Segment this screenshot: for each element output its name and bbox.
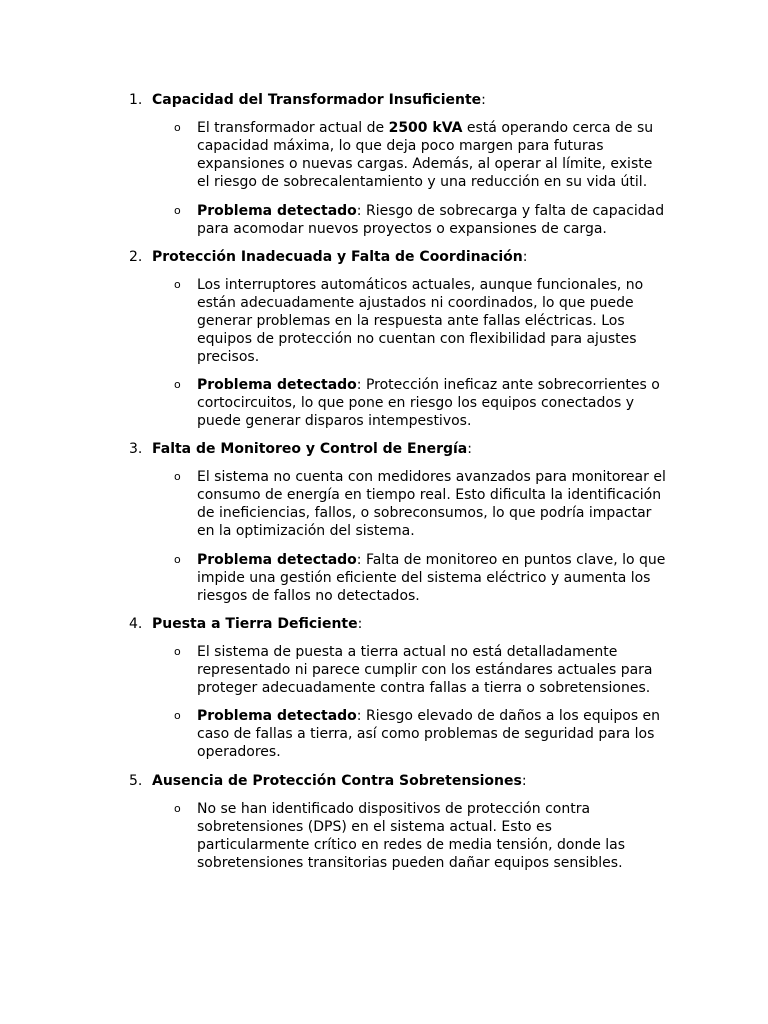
heading-title: Falta de Monitoreo y Control de Energía [152, 441, 468, 457]
heading-suffix: : [522, 249, 528, 265]
bullet-text [197, 800, 667, 872]
bullet-marker: o [174, 709, 181, 722]
bullet-text [197, 468, 667, 540]
bullet-pre: El sistema de puesta a tierra actual no está detalladamente representado ni parece cumplir con los estándares actuales para proteger adecuadamente contra fallas a tierra o sobretensiones. [197, 644, 653, 696]
bullet-marker: o [174, 204, 181, 217]
bullet-post: : Riesgo elevado de daños a los equipos en caso de fallas a tierra, así como problemas de seguridad para los operadores. [197, 708, 661, 760]
heading-suffix: : [357, 616, 363, 632]
list-heading [152, 440, 472, 458]
bullet-marker: o [174, 378, 181, 391]
list-number: 4. [129, 616, 143, 632]
heading-suffix: : [467, 441, 472, 457]
bullet-text [197, 202, 667, 238]
bullet-marker: o [174, 278, 181, 291]
list-heading [152, 615, 362, 633]
list-number: 3. [129, 441, 143, 457]
bullet-bold: Problema detectado [197, 708, 357, 724]
list-number: 5. [129, 773, 143, 789]
bullet-text [197, 276, 667, 366]
bullet-post: : Riesgo de sobrecarga y falta de capacidad para acomodar nuevos proyectos o expansiones de carga. [197, 203, 665, 237]
bullet-pre: El sistema no cuenta con medidores avanzados para monitorear el consumo de energía en tiempo real. Esto dificulta la identificación de ineficiencias, fallos, o sobreconsumos, lo que podría impactar en la optimización del sistema. [197, 469, 666, 539]
bullet-marker: o [174, 121, 181, 134]
bullet-marker: o [174, 645, 181, 658]
bullet-text [197, 707, 667, 761]
bullet-marker: o [174, 470, 181, 483]
list-heading [152, 248, 527, 266]
bullet-post: : Protección ineficaz ante sobrecorrientes o cortocircuitos, lo que pone en riesgo los equipos conectados y puede generar disparos intempestivos. [197, 377, 660, 429]
bullet-text [197, 551, 667, 605]
bullet-bold: Problema detectado [197, 552, 357, 568]
bullet-text [197, 119, 667, 191]
list-heading [152, 91, 486, 109]
heading-title: Ausencia de Protección Contra Sobretensiones [152, 773, 522, 789]
heading-suffix: : [481, 92, 486, 108]
bullet-post: : Falta de monitoreo en puntos clave, lo que impide una gestión eficiente del sistema eléctrico y aumenta los riesgos de fallos no detectados. [197, 552, 666, 604]
bullet-pre: El transformador actual de [197, 120, 389, 136]
list-number: 1. [129, 92, 143, 108]
bullet-post: está operando cerca de su capacidad máxima, lo que deja poco margen para futuras expansiones o nuevas cargas. Además, al operar al límite, existe el riesgo de sobrecalentamiento y una reducción en su vida útil. [197, 120, 654, 190]
bullet-pre: Los interruptores automáticos actuales, aunque funcionales, no están adecuadamente ajustados ni coordinados, lo que puede generar problemas en la respuesta ante fallas eléctricas. Los equipos de protección no cuentan con flexibilidad para ajustes precisos. [197, 277, 644, 365]
bullet-pre: No se han identificado dispositivos de protección contra sobretensiones (DPS) en el sistema actual. Esto es particularmente crítico en redes de media tensión, donde las sobretensiones transitorias pueden dañar equipos sensibles. [197, 801, 626, 871]
bullet-text [197, 643, 667, 697]
bullet-bold: Problema detectado [197, 203, 357, 219]
bullet-bold: Problema detectado [197, 377, 357, 393]
list-heading [152, 772, 527, 790]
heading-title: Puesta a Tierra Deficiente [152, 616, 358, 632]
list-number: 2. [129, 249, 143, 265]
bullet-bold: 2500 kVA [388, 120, 463, 136]
heading-title: Capacidad del Transformador Insuficiente [152, 92, 482, 108]
bullet-marker: o [174, 553, 181, 566]
bullet-marker: o [174, 802, 181, 815]
heading-title: Protección Inadecuada y Falta de Coordinación [152, 249, 523, 265]
bullet-text [197, 376, 667, 430]
heading-suffix: : [521, 773, 527, 789]
